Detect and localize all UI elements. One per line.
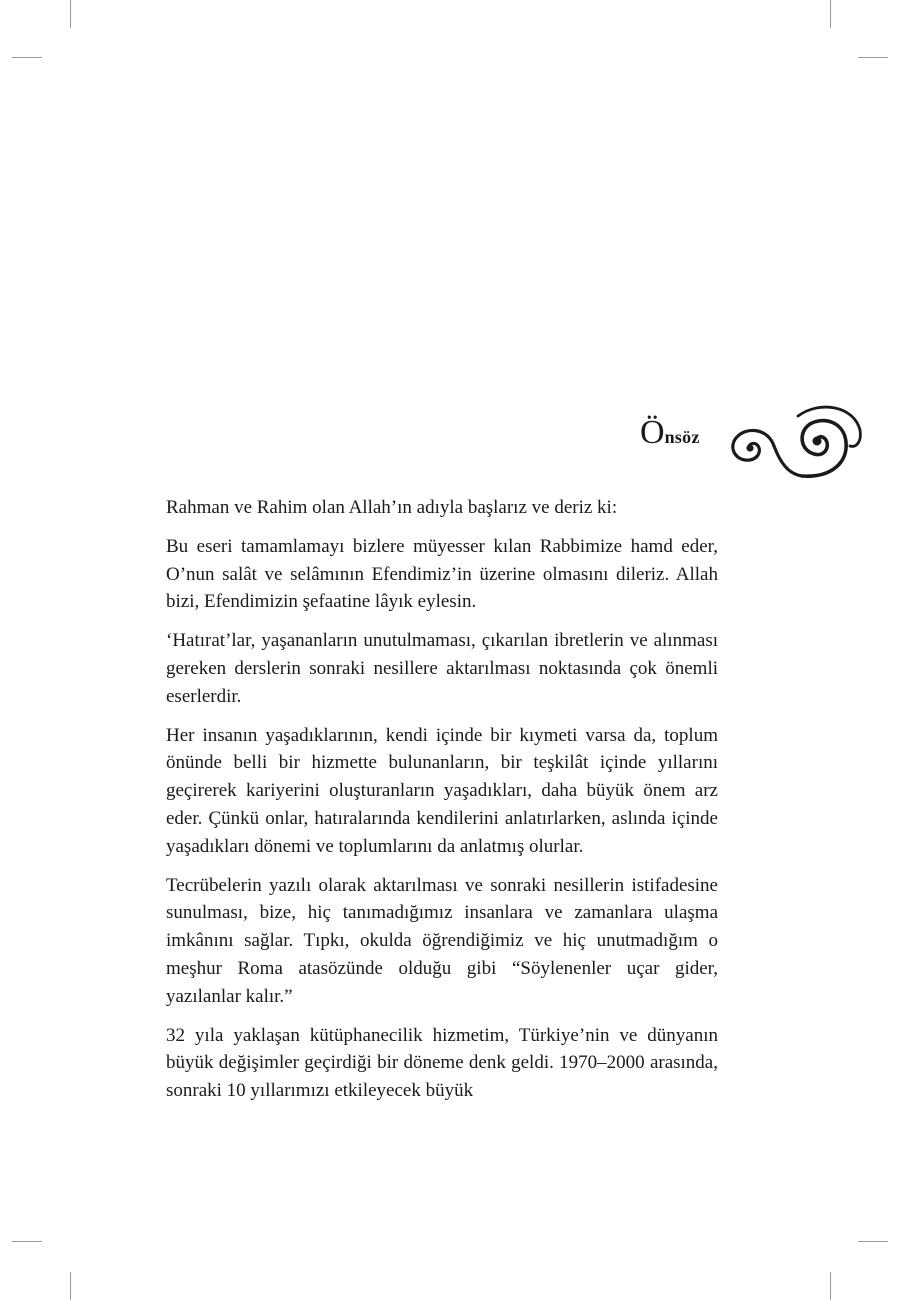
preface-body — [166, 494, 718, 1116]
crop-mark-right-upper — [858, 57, 888, 58]
paragraph-2: Bu eseri tamamlamayı bizlere müyesser kılan Rabbimize hamd eder, O’nun salât ve selâmının Efendimiz’in üzerine olmasını dileriz. Allah bizi, Efendimizin şefaatine lâyık eylesin. — [166, 535, 718, 613]
crop-mark-top-right — [830, 0, 831, 28]
crop-mark-right-lower — [858, 1241, 888, 1242]
chapter-title — [640, 416, 700, 450]
crop-mark-bottom-right — [830, 1272, 831, 1300]
crop-mark-left-lower — [12, 1241, 42, 1242]
crop-mark-left-upper — [12, 57, 42, 58]
paragraph-6: 32 yıla yaklaşan kütüphanecilik hizmetim, Türkiye’nin ve dünyanın büyük değişimler geçirdiği bir döneme denk geldi. 1970–2000 arasında, sonraki 10 yıllarımızı etkileyecek büyük — [166, 1024, 718, 1102]
chapter-title-initial: Ö — [640, 414, 665, 451]
crop-mark-bottom-left — [70, 1272, 71, 1300]
swirl-ornament-icon — [728, 402, 864, 480]
chapter-heading — [640, 402, 880, 482]
chapter-title-rest: nsöz — [664, 427, 700, 447]
paragraph-1: Rahman ve Rahim olan Allah’ın adıyla başlarız ve deriz ki: — [166, 497, 618, 518]
paragraph-4: Her insanın yaşadıklarının, kendi içinde bir kıymeti varsa da, toplum önünde belli bir hizmette bulunanların, bir teşkilât içinde yıllarını geçirerek kariyerini oluşturanların yaşadıkları, daha büyük önem arz eder. Çünkü onlar, hatıralarında kendilerini anlatırlarken, aslında içinde yaşadıkları dönemi ve toplumlarını da anlatmış olurlar. — [166, 724, 718, 857]
paragraph-3: ‘Hatırat’lar, yaşananların unutulmaması, çıkarılan ibretlerin ve alınması gereken derslerin sonraki nesillere aktarılması noktasında çok önemli eserlerdir. — [166, 630, 718, 707]
paragraph-5: Tecrübelerin yazılı olarak aktarılması ve sonraki nesillerin istifadesine sunulması, bize, hiç tanımadığımız insanlara ve zamanlara ulaşma imkânını sağlar. Tıpkı, okulda öğrendiğimiz ve hiç unutmadığım o meşhur Roma atasözünde olduğu gibi “Söylenenler uçar gider, yazılanlar kalır.” — [166, 874, 718, 1007]
crop-mark-top-left — [70, 0, 71, 28]
